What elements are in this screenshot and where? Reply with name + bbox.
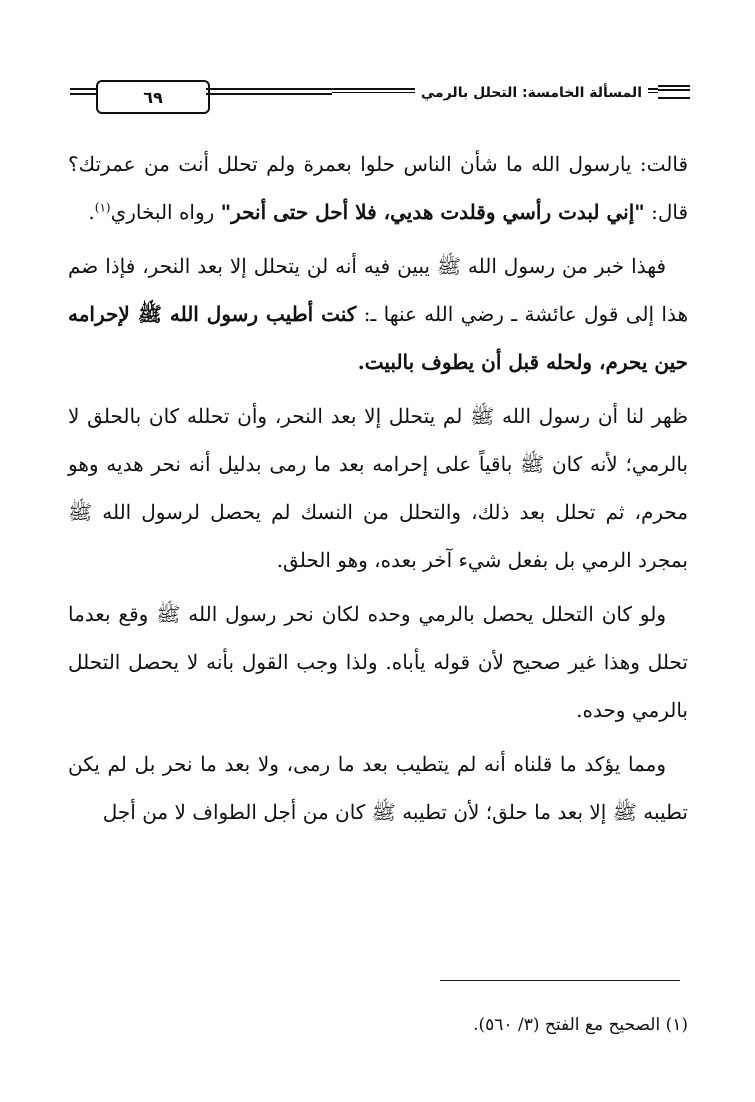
footnote-separator — [440, 980, 680, 981]
paragraph-5 — [68, 740, 688, 836]
footnote: (١) الصحيح مع الفتح (٣/ ٥٦٠). — [473, 1015, 688, 1035]
paragraph-3 — [68, 392, 688, 584]
main-text — [68, 140, 688, 842]
paragraph-2 — [68, 242, 688, 386]
aisha-quote: كنت أطيب رسول الله ﷺ لإحرامه حين يحرم، ولحله قبل أن يطوف بالبيت. — [68, 302, 688, 374]
header-ornament-middle — [206, 88, 332, 98]
hadith-quote: "إني لبدت رأسي وقلدت هديي، فلا أحل حتى أنحر" — [220, 200, 645, 224]
footnote-ref: (١) — [94, 200, 111, 215]
header-ornament-right — [658, 85, 690, 99]
paragraph-4 — [68, 590, 688, 734]
running-header — [70, 80, 690, 116]
header-ornament-left — [70, 88, 96, 98]
text-run: ومما يؤكد ما قلناه أنه لم يتطيب بعد ما رمى، ولا بعد ما نحر بل لم يكن تطيبه ﷺ إلا بعد ما حلق؛ لأن تطيبه ﷺ كان من أجل الطواف لا من أجل — [68, 752, 688, 824]
text-run: فهذا خبر من رسول الله ﷺ يبين فيه أنه لن يتحلل إلا بعد النحر، فإذا ضم هذا إلى قول عائشة ـ رضي الله عنها ـ: — [68, 254, 689, 326]
text-run: رواه البخاري — [110, 200, 221, 224]
page-number-box — [96, 80, 210, 114]
text-run: ولو كان التحلل يحصل بالرمي وحده لكان نحر رسول الله ﷺ وقع بعدما تحلل وهذا غير صحيح لأن قوله يأباه. ولذا وجب القول بأنه لا يحصل التحلل بالرمي وحده. — [68, 602, 688, 722]
paragraph-1 — [68, 140, 688, 236]
text-run: قالت: يارسول الله ما شأن الناس حلوا بعمرة ولم تحلل أنت من عمرتك؟ قال: — [68, 152, 688, 224]
chapter-title: المسألة الخامسة: التحلل بالرمي — [415, 84, 648, 102]
text-run: . — [88, 200, 95, 224]
page-number: ٦٩ — [143, 87, 163, 107]
text-run: ظهر لنا أن رسول الله ﷺ لم يتحلل إلا بعد النحر، وأن تحلله كان بالحلق لا بالرمي؛ لأنه كان ﷺ باقياً على إحرامه بعد ما رمى بدليل أنه نحر هديه وهو محرم، ثم تحلل بعد ذلك، والتحلل من النسك لم يحصل لرسول الله ﷺ بمجرد الرمي بل بفعل شيء آخر بعده، وهو الحلق. — [68, 404, 688, 572]
